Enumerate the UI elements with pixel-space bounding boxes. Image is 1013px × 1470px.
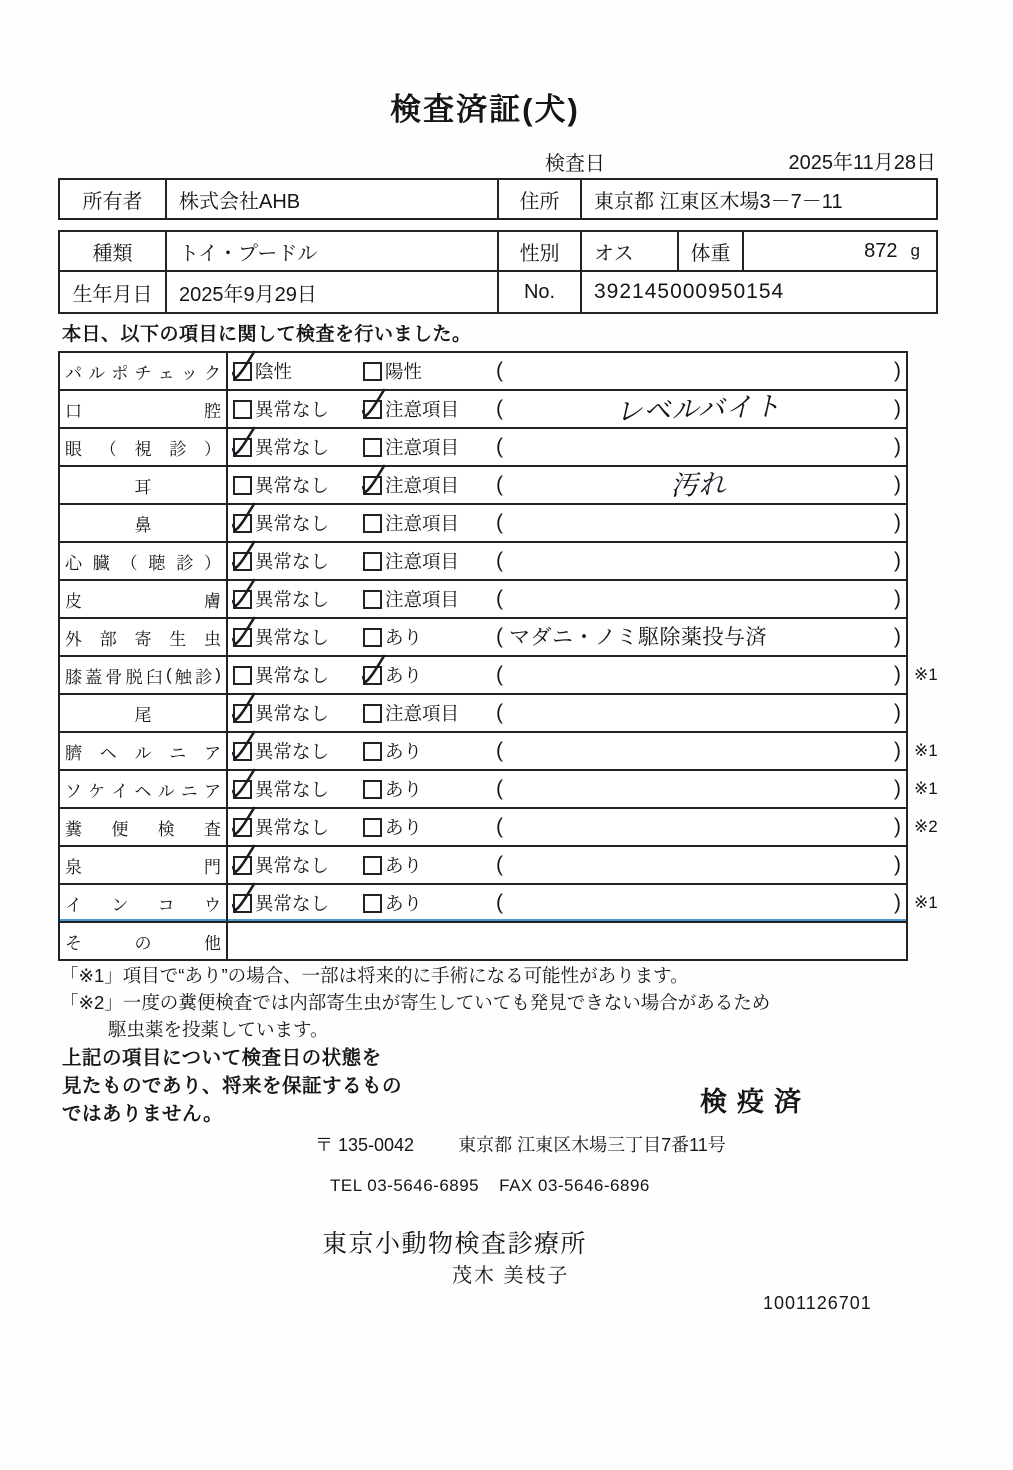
option-2-label: あり bbox=[385, 627, 423, 648]
checkbox-option-1 bbox=[233, 438, 252, 457]
table-row bbox=[60, 695, 906, 733]
clinic-tel: TEL 03-5646-6895 bbox=[330, 1176, 480, 1195]
checkmark-icon bbox=[231, 426, 258, 459]
checkbox-option-2 bbox=[363, 894, 382, 913]
exam-item-label: 皮 膚 bbox=[60, 581, 228, 617]
row-note-mark: ※1 bbox=[914, 741, 938, 760]
checkbox-option-2 bbox=[363, 400, 382, 419]
paren-open: ( bbox=[496, 663, 503, 686]
option-2 bbox=[363, 890, 422, 916]
option-2-label: あり bbox=[385, 741, 423, 762]
checkbox-option-2 bbox=[363, 856, 382, 875]
paren-close: ) bbox=[894, 473, 901, 496]
footnote-1: 「※1」項目で“あり”の場合、一部は将来的に手術になる可能性があります。 bbox=[60, 965, 689, 986]
option-1 bbox=[233, 776, 329, 802]
remarks-field bbox=[496, 543, 901, 579]
exam-item-body bbox=[228, 847, 906, 883]
exam-item-label: 尾 bbox=[60, 695, 228, 731]
remarks-value: 汚れ bbox=[669, 468, 728, 502]
checkmark-icon bbox=[231, 692, 258, 725]
checkbox-option-2 bbox=[363, 552, 382, 571]
exam-item-body bbox=[228, 353, 906, 389]
row-note-mark: ※1 bbox=[914, 665, 938, 684]
option-1-label: 異常なし bbox=[255, 627, 330, 648]
remarks-field bbox=[496, 429, 901, 465]
weight-label: 体重 bbox=[679, 232, 744, 270]
paren-close: ) bbox=[894, 739, 901, 762]
paren-close: ) bbox=[894, 549, 901, 572]
owner-info-table bbox=[58, 178, 938, 220]
checkbox-option-1 bbox=[233, 894, 252, 913]
document-code: 1001126701 bbox=[763, 1293, 872, 1313]
postal-code: 〒 135-0042 bbox=[315, 1135, 415, 1155]
owner-value: 株式会社AHB bbox=[167, 180, 499, 218]
option-2 bbox=[363, 624, 422, 650]
paren-close: ) bbox=[894, 359, 901, 382]
footnote-2: 「※2」一度の糞便検査では内部寄生虫が寄生していても発見できない場合があるため bbox=[60, 991, 771, 1013]
inspection-date-label: 検査日 bbox=[545, 153, 605, 175]
checkmark-icon bbox=[231, 578, 258, 611]
breed-value: トイ・プードル bbox=[167, 232, 499, 270]
checkmark-icon bbox=[361, 654, 388, 687]
checkbox-option-2 bbox=[363, 818, 382, 837]
checkbox-option-2 bbox=[363, 780, 382, 799]
exam-item-body bbox=[228, 543, 906, 579]
table-row bbox=[60, 923, 906, 959]
remarks-field bbox=[496, 657, 901, 693]
sex-label: 性別 bbox=[499, 232, 582, 270]
table-row bbox=[60, 657, 938, 695]
checkbox-option-2 bbox=[363, 438, 382, 457]
option-1 bbox=[233, 396, 329, 422]
remarks-field bbox=[496, 771, 901, 807]
checkbox-option-2 bbox=[363, 476, 382, 495]
remarks-field bbox=[496, 391, 901, 427]
sex-value: オス bbox=[582, 232, 679, 270]
remarks-field bbox=[496, 695, 901, 731]
checkbox-option-1 bbox=[233, 362, 252, 381]
table-row bbox=[60, 733, 938, 771]
checkmark-icon bbox=[361, 464, 388, 497]
paren-close: ) bbox=[894, 701, 901, 724]
option-2-label: 注意項目 bbox=[385, 513, 460, 534]
paren-close: ) bbox=[894, 625, 901, 648]
option-1 bbox=[233, 814, 329, 840]
checkmark-icon bbox=[231, 540, 258, 573]
table-row bbox=[60, 771, 938, 809]
remarks-field bbox=[496, 353, 901, 389]
table-row bbox=[60, 885, 938, 923]
checkbox-option-1 bbox=[233, 476, 252, 495]
checkmark-icon bbox=[231, 730, 258, 763]
row-note-mark: ※1 bbox=[914, 779, 938, 798]
address-label: 住所 bbox=[499, 180, 582, 218]
option-1 bbox=[233, 852, 329, 878]
option-2-label: あり bbox=[385, 893, 423, 914]
checkmark-icon bbox=[231, 768, 258, 801]
remarks-field bbox=[496, 885, 901, 921]
option-2-label: あり bbox=[385, 855, 423, 876]
option-2 bbox=[363, 548, 459, 574]
checkbox-option-2 bbox=[363, 742, 382, 761]
exam-item-body bbox=[228, 809, 906, 845]
paren-open: ( bbox=[496, 701, 503, 724]
option-1-label: 異常なし bbox=[255, 399, 330, 420]
checkmark-icon bbox=[361, 388, 388, 421]
footnote-2-continued: 駆虫薬を投薬しています。 bbox=[108, 1018, 329, 1040]
option-1 bbox=[233, 624, 329, 650]
option-2-label: 注意項目 bbox=[385, 589, 460, 610]
paren-open: ( bbox=[496, 891, 503, 914]
option-1 bbox=[233, 358, 292, 384]
exam-item-body bbox=[228, 581, 906, 617]
option-1 bbox=[233, 548, 329, 574]
option-1 bbox=[233, 890, 329, 916]
option-1 bbox=[233, 586, 329, 612]
remarks-field bbox=[496, 619, 901, 655]
checkbox-option-1 bbox=[233, 704, 252, 723]
option-2-label: あり bbox=[385, 817, 423, 838]
exam-item-body bbox=[228, 505, 906, 541]
exam-table-body bbox=[60, 353, 938, 959]
table-row bbox=[60, 429, 906, 467]
inspection-date-value: 2025年11月28日 bbox=[788, 152, 936, 174]
quarantine-stamp: 検疫済 bbox=[700, 1087, 811, 1117]
checkmark-icon bbox=[231, 616, 258, 649]
exam-item-body bbox=[228, 885, 906, 921]
paren-open: ( bbox=[496, 853, 503, 876]
breed-label: 種類 bbox=[60, 232, 167, 270]
checkbox-option-1 bbox=[233, 590, 252, 609]
option-2 bbox=[363, 396, 459, 422]
address-value: 東京都 江東区木場3－7－11 bbox=[594, 190, 843, 213]
paren-open: ( bbox=[496, 549, 503, 572]
option-1 bbox=[233, 738, 329, 764]
checkbox-option-1 bbox=[233, 514, 252, 533]
option-2-label: 注意項目 bbox=[385, 399, 460, 420]
paren-close: ) bbox=[894, 435, 901, 458]
paren-open: ( bbox=[496, 625, 503, 648]
option-2 bbox=[363, 586, 459, 612]
dog-info-table bbox=[58, 230, 938, 314]
option-2 bbox=[363, 738, 422, 764]
paren-close: ) bbox=[894, 587, 901, 610]
paren-close: ) bbox=[894, 853, 901, 876]
exam-item-label: 糞 便 検 査 bbox=[60, 809, 228, 845]
option-1-label: 異常なし bbox=[255, 817, 330, 838]
option-2 bbox=[363, 662, 422, 688]
checkbox-option-2 bbox=[363, 362, 382, 381]
checkbox-option-1 bbox=[233, 742, 252, 761]
option-2-label: あり bbox=[385, 665, 423, 686]
paren-open: ( bbox=[496, 815, 503, 838]
exam-item-label: 耳 bbox=[60, 467, 228, 503]
paren-open: ( bbox=[496, 511, 503, 534]
paren-close: ) bbox=[894, 663, 901, 686]
checkmark-icon bbox=[231, 350, 258, 383]
exam-item-label: パ ル ポ チ ェ ッ ク bbox=[60, 353, 228, 389]
disclaimer-line-1: 上記の項目について検査日の状態を bbox=[62, 1047, 382, 1069]
disclaimer-line-2: 見たものであり、将来を保証するもの bbox=[62, 1075, 403, 1098]
option-1 bbox=[233, 510, 329, 536]
exam-item-label: 外 部 寄 生 虫 bbox=[60, 619, 228, 655]
paren-close: ) bbox=[894, 397, 901, 420]
table-row bbox=[60, 847, 906, 885]
option-2 bbox=[363, 814, 422, 840]
exam-item-body bbox=[228, 695, 906, 731]
disclaimer-line-3: ではありません。 bbox=[62, 1103, 224, 1126]
table-row bbox=[60, 619, 906, 657]
option-2 bbox=[363, 700, 459, 726]
row-note-mark: ※2 bbox=[914, 817, 938, 836]
remarks-field bbox=[496, 847, 901, 883]
option-1-label: 異常なし bbox=[255, 665, 330, 686]
option-1 bbox=[233, 662, 329, 688]
checkmark-icon bbox=[231, 844, 258, 877]
clinic-postal-line bbox=[315, 1131, 726, 1157]
option-1 bbox=[233, 434, 329, 460]
option-2 bbox=[363, 852, 422, 878]
option-1 bbox=[233, 472, 329, 498]
exam-item-body bbox=[228, 657, 906, 693]
doctor-name: 茂木 美枝子 bbox=[452, 1265, 570, 1287]
clinic-name: 東京小動物検査診療所 bbox=[322, 1230, 588, 1258]
checkbox-option-2 bbox=[363, 514, 382, 533]
exam-item-label: ソ ケ イ ヘ ル ニ ア bbox=[60, 771, 228, 807]
checkbox-option-1 bbox=[233, 400, 252, 419]
checkbox-option-1 bbox=[233, 818, 252, 837]
checkbox-option-1 bbox=[233, 780, 252, 799]
paren-open: ( bbox=[496, 739, 503, 762]
exam-item-label: 膝 蓋 骨 脱 臼 ( 触 診 ) bbox=[60, 657, 228, 693]
paren-close: ) bbox=[894, 815, 901, 838]
option-1-label: 異常なし bbox=[255, 437, 330, 458]
remarks-field bbox=[496, 809, 901, 845]
option-1-label: 異常なし bbox=[255, 893, 330, 914]
weight-value bbox=[744, 232, 936, 270]
clinic-address: 東京都 江東区木場三丁目7番11号 bbox=[458, 1135, 726, 1155]
option-1 bbox=[233, 700, 329, 726]
option-1-label: 異常なし bbox=[255, 741, 330, 762]
page-title: 検査済証(犬) bbox=[390, 92, 580, 127]
table-row bbox=[60, 391, 906, 429]
option-2-label: 注意項目 bbox=[385, 551, 460, 572]
table-row bbox=[60, 467, 906, 505]
exam-item-label: 眼 （ 視 診 ） bbox=[60, 429, 228, 465]
option-2 bbox=[363, 434, 459, 460]
option-2 bbox=[363, 510, 459, 536]
clinic-fax: FAX 03-5646-6896 bbox=[499, 1176, 650, 1195]
remarks-value: レベルバイト bbox=[614, 390, 783, 428]
checkbox-option-2 bbox=[363, 666, 382, 685]
remarks-field bbox=[496, 505, 901, 541]
exam-item-label: そ の 他 bbox=[60, 923, 228, 959]
table-row bbox=[60, 543, 906, 581]
paren-open: ( bbox=[496, 473, 503, 496]
paren-open: ( bbox=[496, 435, 503, 458]
exam-item-label: 鼻 bbox=[60, 505, 228, 541]
paren-close: ) bbox=[894, 511, 901, 534]
option-1-label: 異常なし bbox=[255, 855, 330, 876]
checkmark-icon bbox=[231, 882, 258, 915]
option-2 bbox=[363, 358, 422, 384]
checkbox-option-1 bbox=[233, 666, 252, 685]
exam-item-body bbox=[228, 923, 906, 959]
option-2-label: 注意項目 bbox=[385, 703, 460, 724]
certificate-no-label: No. bbox=[499, 272, 582, 312]
checkmark-icon bbox=[231, 806, 258, 839]
exam-statement: 本日、以下の項目に関して検査を行いました。 bbox=[62, 324, 472, 345]
exam-item-body bbox=[228, 391, 906, 427]
option-2 bbox=[363, 472, 459, 498]
checkbox-option-1 bbox=[233, 856, 252, 875]
birthdate-label: 生年月日 bbox=[60, 272, 167, 312]
paren-open: ( bbox=[496, 777, 503, 800]
option-2-label: 注意項目 bbox=[385, 437, 460, 458]
option-1-label: 異常なし bbox=[255, 475, 330, 496]
owner-label: 所有者 bbox=[60, 180, 167, 218]
paren-open: ( bbox=[496, 359, 503, 382]
checkbox-option-1 bbox=[233, 552, 252, 571]
remarks-field bbox=[496, 733, 901, 769]
exam-item-body bbox=[228, 467, 906, 503]
paren-close: ) bbox=[894, 891, 901, 914]
remarks-field bbox=[496, 467, 901, 503]
exam-item-body bbox=[228, 619, 906, 655]
row-note-mark: ※1 bbox=[914, 893, 938, 912]
footnotes bbox=[60, 963, 940, 1043]
table-row bbox=[60, 581, 906, 619]
checkbox-option-2 bbox=[363, 704, 382, 723]
exam-item-body bbox=[228, 771, 906, 807]
weight-unit: g bbox=[910, 241, 920, 260]
clinic-tel-fax-line bbox=[330, 1176, 650, 1196]
option-1-label: 異常なし bbox=[255, 551, 330, 572]
option-2-label: 注意項目 bbox=[385, 475, 460, 496]
certificate-no-value: 392145000950154 bbox=[594, 280, 785, 303]
weight-number: 872 bbox=[864, 239, 898, 262]
exam-table bbox=[58, 351, 938, 961]
option-1-label: 異常なし bbox=[255, 703, 330, 724]
exam-item-body bbox=[228, 429, 906, 465]
option-1-label: 異常なし bbox=[255, 779, 330, 800]
checkbox-option-1 bbox=[233, 628, 252, 647]
option-1-label: 陰性 bbox=[255, 361, 293, 382]
option-1-label: 異常なし bbox=[255, 589, 330, 610]
paren-close: ) bbox=[894, 777, 901, 800]
remarks-value: マダニ・ノミ駆除薬投与済 bbox=[509, 625, 767, 649]
disclaimer bbox=[62, 1044, 402, 1128]
remarks-field bbox=[496, 581, 901, 617]
checkmark-icon bbox=[231, 502, 258, 535]
table-row bbox=[60, 809, 938, 847]
birthdate-value: 2025年9月29日 bbox=[167, 272, 499, 312]
option-2 bbox=[363, 776, 422, 802]
option-2-label: あり bbox=[385, 779, 423, 800]
paren-open: ( bbox=[496, 397, 503, 420]
table-row bbox=[60, 505, 906, 543]
checkbox-option-2 bbox=[363, 628, 382, 647]
exam-item-label: 口 腔 bbox=[60, 391, 228, 427]
table-row bbox=[60, 353, 906, 391]
option-2-label: 陽性 bbox=[385, 361, 423, 382]
exam-item-body bbox=[228, 733, 906, 769]
exam-item-label: 臍 ヘ ル ニ ア bbox=[60, 733, 228, 769]
checkbox-option-2 bbox=[363, 590, 382, 609]
exam-item-label: 心 臓 （ 聴 診 ） bbox=[60, 543, 228, 579]
exam-item-label: 泉 門 bbox=[60, 847, 228, 883]
option-1-label: 異常なし bbox=[255, 513, 330, 534]
exam-item-label: イ ン コ ウ bbox=[60, 885, 228, 921]
paren-open: ( bbox=[496, 587, 503, 610]
